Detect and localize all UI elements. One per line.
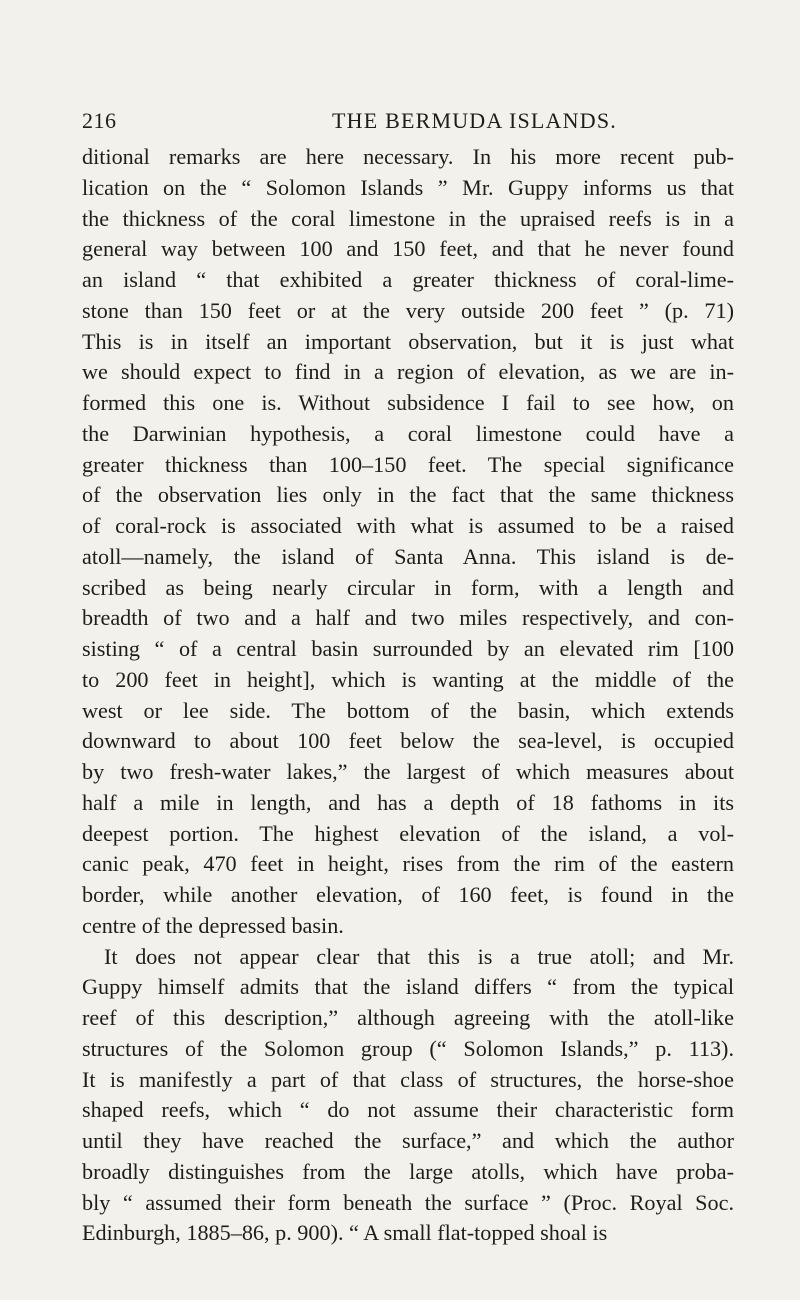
text-line: broadly distinguishes from the large atolls, which have proba- bbox=[82, 1158, 734, 1184]
text-line: deepest portion. The highest elevation of the island, a vol- bbox=[82, 820, 734, 846]
text-line: It does not appear clear that this is a true atoll; and Mr. bbox=[104, 943, 734, 969]
text-line: It is manifestly a part of that class of structures, the horse-shoe bbox=[82, 1066, 734, 1092]
text-line: to 200 feet in height], which is wanting at the middle of the bbox=[82, 666, 734, 692]
text-line: scribed as being nearly circular in form, with a length and bbox=[82, 574, 734, 600]
text-line: west or lee side. The bottom of the basin, which extends bbox=[82, 697, 734, 723]
page-header bbox=[82, 108, 732, 138]
text-line: Edinburgh, 1885–86, p. 900). “ A small flat-topped shoal is bbox=[82, 1220, 608, 1246]
text-line: structures of the Solomon group (“ Solomon Islands,” p. 113). bbox=[82, 1035, 734, 1061]
text-line: stone than 150 feet or at the very outside 200 feet ” (p. 71) bbox=[82, 297, 734, 323]
text-line: reef of this description,” although agreeing with the atoll-like bbox=[82, 1005, 734, 1030]
body-text bbox=[82, 142, 734, 1249]
text-line: by two fresh-water lakes,” the largest of which measures about bbox=[82, 759, 734, 784]
text-line: ditional remarks are here necessary. In his more recent pub- bbox=[82, 144, 734, 169]
text-line: until they have reached the surface,” and which the author bbox=[82, 1128, 734, 1153]
text-line: the Darwinian hypothesis, a coral limestone could have a bbox=[82, 420, 734, 446]
text-line: border, while another elevation, of 160 feet, is found in the bbox=[82, 882, 734, 907]
text-line: of the observation lies only in the fact that the same thickness bbox=[82, 482, 734, 508]
text-line: atoll—namely, the island of Santa Anna. This island is de- bbox=[82, 543, 734, 569]
text-line: breadth of two and a half and two miles respectively, and con- bbox=[82, 605, 734, 631]
text-line: bly “ assumed their form beneath the surface ” (Proc. Royal Soc. bbox=[82, 1189, 734, 1215]
text-line: an island “ that exhibited a greater thickness of coral-lime- bbox=[82, 267, 734, 292]
text-line: greater thickness than 100–150 feet. The special significance bbox=[82, 451, 734, 477]
text-line: the thickness of the coral limestone in the upraised reefs is in a bbox=[82, 205, 734, 231]
text-line: downward to about 100 feet below the sea-level, is occupied bbox=[82, 728, 734, 754]
text-line: sisting “ of a central basin surrounded by an elevated rim [100 bbox=[82, 636, 734, 661]
text-line: general way between 100 and 150 feet, and that he never found bbox=[82, 236, 734, 262]
text-line: lication on the “ Solomon Islands ” Mr. Guppy informs us that bbox=[82, 174, 734, 200]
text-line: shaped reefs, which “ do not assume their characteristic form bbox=[82, 1097, 734, 1123]
running-title: THE BERMUDA ISLANDS. bbox=[332, 108, 617, 133]
text-line: canic peak, 470 feet in height, rises from the rim of the eastern bbox=[82, 851, 734, 877]
text-line: Guppy himself admits that the island differs “ from the typical bbox=[82, 974, 734, 1000]
text-line: centre of the depressed basin. bbox=[82, 912, 344, 938]
text-line: This is in itself an important observation, but it is just what bbox=[82, 328, 734, 354]
text-line: of coral-rock is associated with what is assumed to be a raised bbox=[82, 513, 734, 538]
text-line: half a mile in length, and has a depth of 18 fathoms in its bbox=[82, 789, 734, 815]
text-line: formed this one is. Without subsidence I fail to see how, on bbox=[82, 390, 734, 415]
text-line: we should expect to find in a region of elevation, as we are in- bbox=[82, 359, 734, 385]
page-number: 216 bbox=[82, 108, 117, 133]
